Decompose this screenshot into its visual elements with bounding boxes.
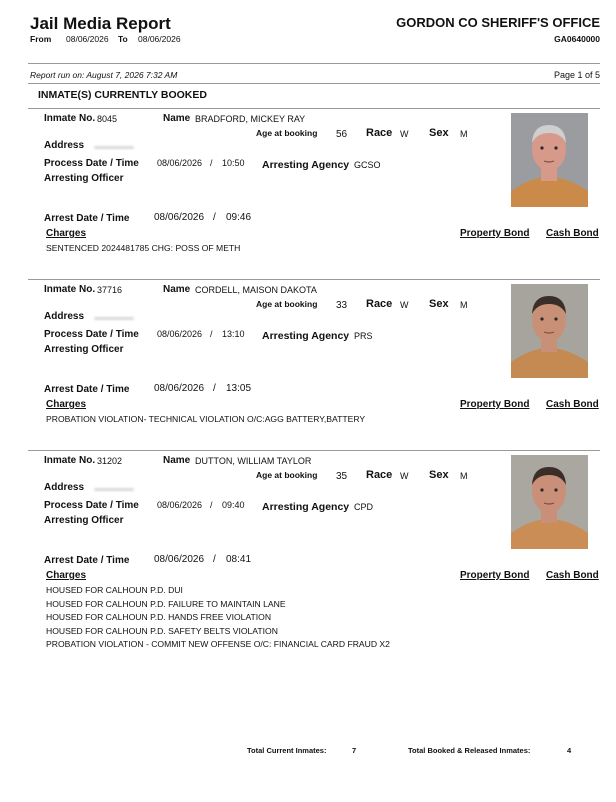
record-divider [28,450,600,451]
mugshot-image [511,455,588,549]
race-value: W [400,471,409,481]
race-label: Race [366,298,393,310]
arrest-label: Arrest Date / Time [44,384,130,395]
report-title: Jail Media Report [30,14,171,33]
process-date: 08/06/2026 [157,500,203,510]
property-bond-label: Property Bond [460,570,530,581]
charge-line: HOUSED FOR CALHOUN P.D. HANDS FREE VIOLATION [46,612,272,622]
process-label: Process Date / Time [44,500,139,511]
process-time: 09:40 [222,500,245,510]
sex-label: Sex [429,127,449,139]
race-value: W [400,300,409,310]
agency-value: GCSO [354,160,381,170]
run-on-timestamp: Report run on: August 7, 2026 7:32 AM [30,70,178,80]
age-label: Age at booking [256,299,318,309]
age-value: 35 [336,471,348,482]
address-redacted [94,317,134,320]
charge-line: SENTENCED 2024481785 CHG: POSS OF METH [46,243,241,253]
inmate-no-value: 37716 [97,285,123,295]
cash-bond-label: Cash Bond [546,570,599,581]
process-date: 08/06/2026 [157,158,203,168]
process-slash: / [210,329,213,339]
race-label: Race [366,127,393,139]
total-booked-label: Total Booked & Released Inmates: [408,746,531,755]
name-label: Name [163,455,191,466]
total-current-label: Total Current Inmates: [247,746,327,755]
race-label: Race [366,469,393,481]
charges-list [46,413,365,427]
name-label: Name [163,284,191,295]
record-divider [28,279,600,280]
arrest-label: Arrest Date / Time [44,555,130,566]
sex-label: Sex [429,298,449,310]
inmate-no-value: 31202 [97,456,123,466]
sex-value: M [460,129,468,139]
charges-list [46,242,240,256]
age-label: Age at booking [256,128,318,138]
arrest-slash: / [213,383,216,394]
arrest-date: 08/06/2026 [154,383,205,394]
charges-label: Charges [46,570,87,581]
process-label: Process Date / Time [44,158,139,169]
charges-label: Charges [46,399,87,410]
page-number: Page 1 of 5 [553,70,600,80]
mugshot-photo [511,284,588,378]
section-divider [28,108,600,109]
officer-label: Arresting Officer [44,344,124,355]
inmate-record [0,284,616,454]
inmate-name: DUTTON, WILLIAM TAYLOR [195,456,312,466]
address-redacted [94,146,134,149]
inmate-no-label: Inmate No. [44,284,96,295]
arrest-time: 08:41 [226,554,252,565]
property-bond-label: Property Bond [460,399,530,410]
header-divider [28,63,600,64]
inmate-no-value: 8045 [97,114,118,124]
race-value: W [400,129,409,139]
age-value: 33 [336,300,348,311]
arrest-date: 08/06/2026 [154,554,205,565]
process-slash: / [210,500,213,510]
arrest-time: 13:05 [226,383,252,394]
age-value: 56 [336,129,348,140]
mugshot-image [511,113,588,207]
process-slash: / [210,158,213,168]
charges-list [46,584,390,652]
arrest-slash: / [213,212,216,223]
address-redacted [94,488,134,491]
inmate-name: BRADFORD, MICKEY RAY [195,114,306,124]
property-bond-label: Property Bond [460,228,530,239]
sex-value: M [460,471,468,481]
inmate-no-label: Inmate No. [44,455,96,466]
officer-label: Arresting Officer [44,173,124,184]
process-time: 10:50 [222,158,245,168]
arrest-slash: / [213,554,216,565]
total-booked-value: 4 [567,746,572,755]
process-date: 08/06/2026 [157,329,203,339]
from-label: From [30,34,52,44]
inmate-name: CORDELL, MAISON DAKOTA [195,285,317,295]
mugshot-photo [511,455,588,549]
to-date: 08/06/2026 [138,34,181,44]
total-current-value: 7 [352,746,357,755]
sex-label: Sex [429,469,449,481]
from-date: 08/06/2026 [66,34,109,44]
charge-line: HOUSED FOR CALHOUN P.D. SAFETY BELTS VIOLATION [46,625,278,636]
section-title: INMATE(S) CURRENTLY BOOKED [38,89,207,101]
sex-value: M [460,300,468,310]
cash-bond-label: Cash Bond [546,399,599,410]
charge-line: PROBATION VIOLATION - COMMIT NEW OFFENSE O/C: FINANCIAL CARD FRAUD X2 [46,639,390,649]
agency-value: PRS [354,331,373,341]
charge-line: HOUSED FOR CALHOUN P.D. DUI [46,585,183,595]
address-label: Address [44,311,85,322]
process-label: Process Date / Time [44,329,139,340]
address-label: Address [44,140,85,151]
inmate-record [0,455,616,649]
arrest-date: 08/06/2026 [154,212,205,223]
agency-label: Arresting Agency [262,330,350,342]
inmate-no-label: Inmate No. [44,113,96,124]
charges-label: Charges [46,228,87,239]
arrest-label: Arrest Date / Time [44,213,130,224]
process-time: 13:10 [222,329,245,339]
charge-line: PROBATION VIOLATION- TECHNICAL VIOLATION O/C:AGG BATTERY,BATTERY [46,414,366,424]
mugshot-photo [511,113,588,207]
agency-label: Arresting Agency [262,159,350,171]
agency-name: GORDON CO SHERIFF'S OFFICE [396,15,600,30]
age-label: Age at booking [256,470,318,480]
to-label: To [118,34,128,44]
agency-value: CPD [354,502,374,512]
ori-code: GA0640000 [554,34,600,44]
cash-bond-label: Cash Bond [546,228,599,239]
officer-label: Arresting Officer [44,515,124,526]
name-label: Name [163,113,191,124]
arrest-time: 09:46 [226,212,252,223]
address-label: Address [44,482,85,493]
inmate-record [0,113,616,283]
charge-line: HOUSED FOR CALHOUN P.D. FAILURE TO MAINTAIN LANE [46,598,286,609]
run-divider [28,83,600,84]
agency-label: Arresting Agency [262,501,350,513]
mugshot-image [511,284,588,378]
